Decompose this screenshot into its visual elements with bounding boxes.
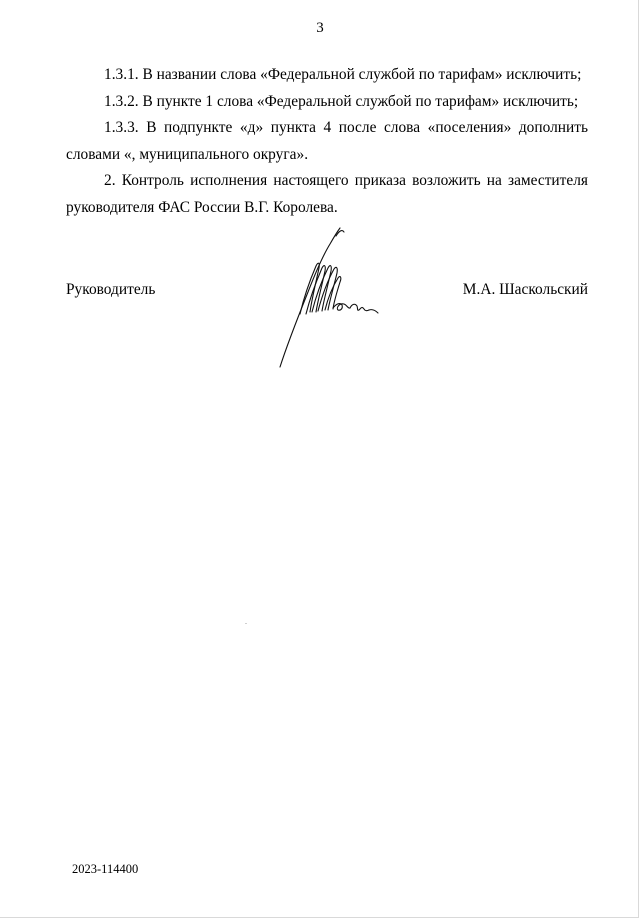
scan-speck	[245, 623, 247, 624]
document-number: 2023-114400	[72, 862, 139, 876]
paragraph-1-3-3: 1.3.3. В подпункте «д» пункта 4 после слова «поселения» дополнить словами «, муниципального округа».	[66, 119, 588, 163]
paragraph-1-3-2: 1.3.2. В пункте 1 слова «Федеральной службой по тарифам» исключить;	[104, 92, 579, 110]
document-body	[66, 62, 588, 221]
paragraph-1-3-1: 1.3.1. В названии слова «Федеральной службой по тарифам» исключить;	[104, 66, 582, 83]
signatory-name: М.А. Шаскольский	[462, 281, 588, 298]
page-number: 3	[316, 20, 324, 36]
handwritten-signature	[270, 222, 380, 372]
signatory-role: Руководитель	[66, 281, 156, 298]
paragraph-2: 2. Контроль исполнения настоящего приказа возложить на заместителя руководителя ФАС России В.Г. Королева.	[66, 172, 588, 216]
